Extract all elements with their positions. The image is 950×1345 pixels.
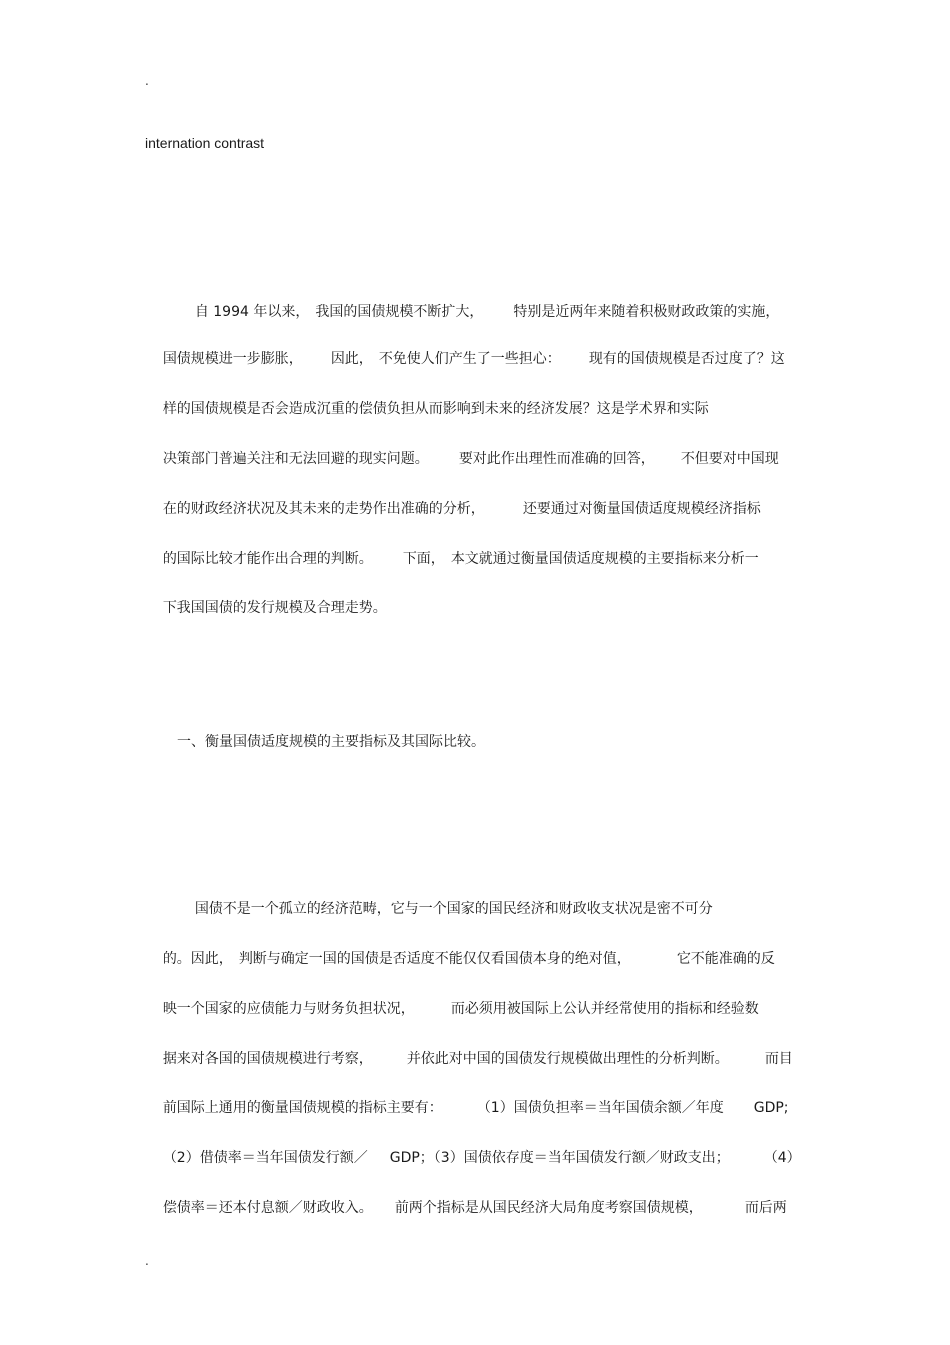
header-mark: . bbox=[145, 74, 149, 88]
text-segment: 偿债率＝还本付息额／财政收入。 bbox=[162, 1200, 373, 1216]
text-line bbox=[177, 882, 713, 936]
text-segment: 判断与确定一国的国债是否适度不能仅仅看国债本身的绝对值， bbox=[238, 951, 631, 967]
text-segment: 下面， bbox=[402, 551, 445, 567]
text-line bbox=[145, 432, 779, 486]
text-segment: 自 1994 年以来， bbox=[194, 304, 310, 320]
text-line bbox=[145, 1181, 787, 1235]
text-segment: 样的国债规模是否会造成沉重的偿债负担从而影响到未来的经济发展？这是学术界和实际 bbox=[162, 401, 709, 417]
text-segment: 并依此对中国的国债发行规模做出理性的分析判断。 bbox=[406, 1051, 729, 1067]
text-segment: 而必须用被国际上公认并经常使用的指标和经验数 bbox=[450, 1001, 759, 1017]
text-segment: （4） bbox=[763, 1150, 801, 1166]
text-segment: 不免使人们产生了一些担心： bbox=[378, 351, 561, 367]
text-line bbox=[145, 382, 709, 436]
text-line bbox=[145, 532, 759, 586]
text-line bbox=[145, 1081, 789, 1135]
text-segment: GDP; bbox=[753, 1100, 789, 1116]
text-segment: 下我国国债的发行规模及合理走势。 bbox=[162, 600, 387, 616]
text-segment: 前两个指标是从国民经济大局角度考察国债规模， bbox=[394, 1200, 703, 1216]
text-segment: 本文就通过衡量国债适度规模的主要指标来分析一 bbox=[450, 551, 759, 567]
text-line bbox=[145, 932, 775, 986]
footer-mark: . bbox=[145, 1254, 149, 1268]
text-segment: （2）借债率＝当年国债发行额／ bbox=[162, 1150, 368, 1166]
text-line bbox=[145, 482, 761, 536]
text-segment: 前国际上通用的衡量国债规模的指标主要有： bbox=[162, 1100, 443, 1116]
text-segment: 现有的国债规模是否过度了？这 bbox=[588, 351, 785, 367]
text-segment: 它不能准确的反 bbox=[676, 951, 775, 967]
text-segment: 因此， bbox=[330, 351, 373, 367]
text-segment: 而目 bbox=[764, 1051, 793, 1067]
text-segment: 我国的国债规模不断扩大， bbox=[315, 304, 484, 320]
text-segment: 映一个国家的应债能力与财务负担状况， bbox=[162, 1001, 415, 1017]
text-segment: 要对此作出理性而准确的回答， bbox=[458, 451, 655, 467]
text-line bbox=[145, 1131, 801, 1185]
text-segment: GDP；（3）国债依存度＝当年国债发行额／财政支出； bbox=[389, 1150, 730, 1166]
text-segment: 的。因此， bbox=[162, 951, 233, 967]
text-line bbox=[145, 332, 785, 386]
text-segment: 国债规模进一步膨胀， bbox=[162, 351, 303, 367]
text-line bbox=[145, 581, 387, 635]
text-line bbox=[177, 285, 779, 339]
text-segment: （1）国债负担率＝当年国债余额／年度 bbox=[476, 1100, 724, 1116]
text-line bbox=[145, 1032, 793, 1086]
text-segment: 不但要对中国现 bbox=[680, 451, 779, 467]
text-segment: 还要通过对衡量国债适度规模经济指标 bbox=[522, 501, 761, 517]
text-segment: 特别是近两年来随着积极财政政策的实施， bbox=[513, 304, 780, 320]
text-line bbox=[145, 982, 759, 1036]
text-segment: 而后两 bbox=[744, 1200, 787, 1216]
section-heading: 一、衡量国债适度规模的主要指标及其国际比较。 bbox=[177, 734, 485, 750]
text-segment: 的国际比较才能作出合理的判断。 bbox=[162, 551, 373, 567]
text-segment: 国债不是一个孤立的经济范畴，它与一个国家的国民经济和财政收支状况是密不可分 bbox=[194, 901, 713, 917]
text-segment: 在的财政经济状况及其未来的走势作出准确的分析， bbox=[162, 501, 485, 517]
text-segment: 决策部门普遍关注和无法回避的现实问题。 bbox=[162, 451, 429, 467]
text-segment: 据来对各国的国债规模进行考察， bbox=[162, 1051, 373, 1067]
document-title: internation contrast bbox=[145, 135, 265, 151]
